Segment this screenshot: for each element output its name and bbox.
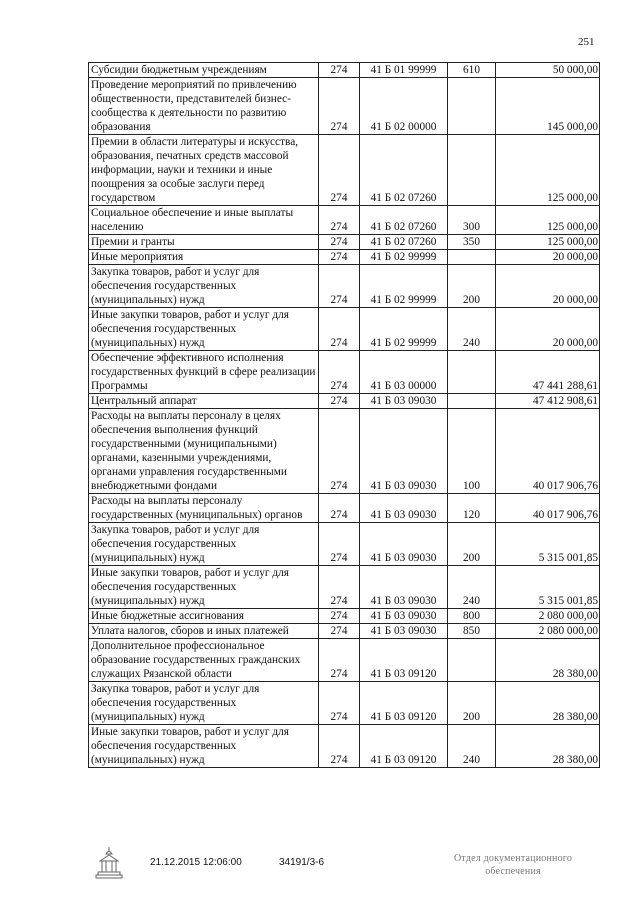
row-target-cell: 41 Б 02 00000: [360, 78, 448, 135]
row-amount-cell: 2 080 000,00: [496, 609, 600, 624]
table-row: [89, 639, 600, 682]
row-target-cell: 41 Б 03 09030: [360, 494, 448, 523]
table-row: [89, 566, 600, 609]
row-target-cell: 41 Б 02 99999: [360, 308, 448, 351]
table-row: [89, 409, 600, 494]
footer-department: [438, 852, 588, 878]
row-type-cell: 800: [448, 609, 496, 624]
row-target-cell: 41 Б 03 09030: [360, 394, 448, 409]
row-name-cell: Субсидии бюджетным учреждениям: [89, 63, 319, 78]
row-name-cell: Иные бюджетные ассигнования: [89, 609, 319, 624]
table-row: [89, 135, 600, 206]
row-name-cell: Иные мероприятия: [89, 250, 319, 265]
row-type-cell: 120: [448, 494, 496, 523]
row-target-cell: 41 Б 03 09030: [360, 566, 448, 609]
row-target-cell: 41 Б 03 09120: [360, 725, 448, 768]
row-target-cell: 41 Б 02 07260: [360, 206, 448, 235]
row-name-cell: Дополнительное профессиональное образование государственных гражданских служащих Рязанской области: [89, 639, 319, 682]
row-admin-cell: 274: [319, 394, 360, 409]
row-amount-cell: 47 412 908,61: [496, 394, 600, 409]
row-target-cell: 41 Б 03 09030: [360, 609, 448, 624]
row-admin-cell: 274: [319, 235, 360, 250]
row-name-cell: Иные закупки товаров, работ и услуг для обеспечения государственных (муниципальных) нужд: [89, 725, 319, 768]
table-row: [89, 351, 600, 394]
row-amount-cell: 145 000,00: [496, 78, 600, 135]
table-row: [89, 206, 600, 235]
row-type-cell: 850: [448, 624, 496, 639]
row-admin-cell: 274: [319, 265, 360, 308]
row-type-cell: 610: [448, 63, 496, 78]
row-admin-cell: 274: [319, 63, 360, 78]
row-target-cell: 41 Б 03 09120: [360, 639, 448, 682]
row-target-cell: 41 Б 02 07260: [360, 235, 448, 250]
row-amount-cell: 50 000,00: [496, 63, 600, 78]
row-admin-cell: 274: [319, 250, 360, 265]
row-amount-cell: 5 315 001,85: [496, 523, 600, 566]
row-amount-cell: 125 000,00: [496, 135, 600, 206]
row-target-cell: 41 Б 02 99999: [360, 265, 448, 308]
row-type-cell: 240: [448, 725, 496, 768]
row-target-cell: 41 Б 03 09120: [360, 682, 448, 725]
row-target-cell: 41 Б 03 09030: [360, 624, 448, 639]
row-amount-cell: 28 380,00: [496, 682, 600, 725]
row-name-cell: Закупка товаров, работ и услуг для обеспечения государственных (муниципальных) нужд: [89, 682, 319, 725]
row-name-cell: Закупка товаров, работ и услуг для обеспечения государственных (муниципальных) нужд: [89, 523, 319, 566]
row-target-cell: 41 Б 03 09030: [360, 523, 448, 566]
row-admin-cell: 274: [319, 624, 360, 639]
footer-department-line2: обеспечения: [485, 866, 541, 877]
row-name-cell: Центральный аппарат: [89, 394, 319, 409]
row-amount-cell: 125 000,00: [496, 206, 600, 235]
row-type-cell: [448, 394, 496, 409]
row-amount-cell: 40 017 906,76: [496, 494, 600, 523]
row-admin-cell: 274: [319, 494, 360, 523]
row-amount-cell: 2 080 000,00: [496, 624, 600, 639]
row-admin-cell: 274: [319, 523, 360, 566]
row-target-cell: 41 Б 03 00000: [360, 351, 448, 394]
row-name-cell: Премии и гранты: [89, 235, 319, 250]
row-type-cell: [448, 250, 496, 265]
row-amount-cell: 47 441 288,61: [496, 351, 600, 394]
row-admin-cell: 274: [319, 639, 360, 682]
table-row: [89, 63, 600, 78]
footer-datetime: 21.12.2015 12:06:00: [150, 857, 242, 868]
row-type-cell: 240: [448, 308, 496, 351]
row-admin-cell: 274: [319, 725, 360, 768]
table-row: [89, 265, 600, 308]
row-type-cell: 100: [448, 409, 496, 494]
row-name-cell: Расходы на выплаты персоналу в целях обеспечения выполнения функций государственными (муниципальными) органами, казенными учреждениями, органами управления государственными внебюджетными фондами: [89, 409, 319, 494]
row-type-cell: [448, 639, 496, 682]
row-amount-cell: 20 000,00: [496, 265, 600, 308]
row-admin-cell: 274: [319, 409, 360, 494]
row-admin-cell: 274: [319, 682, 360, 725]
budget-table: [88, 62, 600, 768]
footer-department-line1: Отдел документационного: [453, 853, 573, 864]
table-row: [89, 523, 600, 566]
row-admin-cell: 274: [319, 351, 360, 394]
row-amount-cell: 5 315 001,85: [496, 566, 600, 609]
row-type-cell: 240: [448, 566, 496, 609]
row-name-cell: Уплата налогов, сборов и иных платежей: [89, 624, 319, 639]
table-row: [89, 494, 600, 523]
page-number: 251: [578, 36, 595, 48]
row-amount-cell: 40 017 906,76: [496, 409, 600, 494]
row-amount-cell: 125 000,00: [496, 235, 600, 250]
row-target-cell: 41 Б 02 99999: [360, 250, 448, 265]
row-admin-cell: 274: [319, 308, 360, 351]
row-type-cell: [448, 135, 496, 206]
row-admin-cell: 274: [319, 78, 360, 135]
row-type-cell: [448, 351, 496, 394]
table-row: [89, 250, 600, 265]
table-row: [89, 624, 600, 639]
row-type-cell: 350: [448, 235, 496, 250]
building-emblem-icon: [95, 845, 123, 881]
row-name-cell: Расходы на выплаты персоналу государственных (муниципальных) органов: [89, 494, 319, 523]
row-admin-cell: 274: [319, 135, 360, 206]
row-type-cell: 300: [448, 206, 496, 235]
row-admin-cell: 274: [319, 206, 360, 235]
footer-doc-code: 34191/3-6: [279, 857, 325, 868]
row-admin-cell: 274: [319, 609, 360, 624]
row-amount-cell: 28 380,00: [496, 639, 600, 682]
row-admin-cell: 274: [319, 566, 360, 609]
table-row: [89, 609, 600, 624]
row-amount-cell: 28 380,00: [496, 725, 600, 768]
row-type-cell: 200: [448, 523, 496, 566]
table-row: [89, 78, 600, 135]
table-row: [89, 308, 600, 351]
row-amount-cell: 20 000,00: [496, 250, 600, 265]
table-row: [89, 682, 600, 725]
table-row: [89, 725, 600, 768]
row-name-cell: Иные закупки товаров, работ и услуг для обеспечения государственных (муниципальных) нужд: [89, 566, 319, 609]
table-row: [89, 394, 600, 409]
row-name-cell: Проведение мероприятий по привлечению общественности, представителей бизнес-сообщества к деятельности по развитию образования: [89, 78, 319, 135]
row-target-cell: 41 Б 03 09030: [360, 409, 448, 494]
row-type-cell: [448, 78, 496, 135]
table-row: [89, 235, 600, 250]
row-target-cell: 41 Б 01 99999: [360, 63, 448, 78]
row-type-cell: 200: [448, 682, 496, 725]
row-name-cell: Закупка товаров, работ и услуг для обеспечения государственных (муниципальных) нужд: [89, 265, 319, 308]
row-name-cell: Социальное обеспечение и иные выплаты населению: [89, 206, 319, 235]
row-amount-cell: 20 000,00: [496, 308, 600, 351]
row-name-cell: Обеспечение эффективного исполнения государственных функций в сфере реализации Программы: [89, 351, 319, 394]
row-name-cell: Иные закупки товаров, работ и услуг для обеспечения государственных (муниципальных) нужд: [89, 308, 319, 351]
row-type-cell: 200: [448, 265, 496, 308]
row-target-cell: 41 Б 02 07260: [360, 135, 448, 206]
row-name-cell: Премии в области литературы и искусства, образования, печатных средств массовой информации, науки и техники и иные поощрения за особые заслуги перед государством: [89, 135, 319, 206]
